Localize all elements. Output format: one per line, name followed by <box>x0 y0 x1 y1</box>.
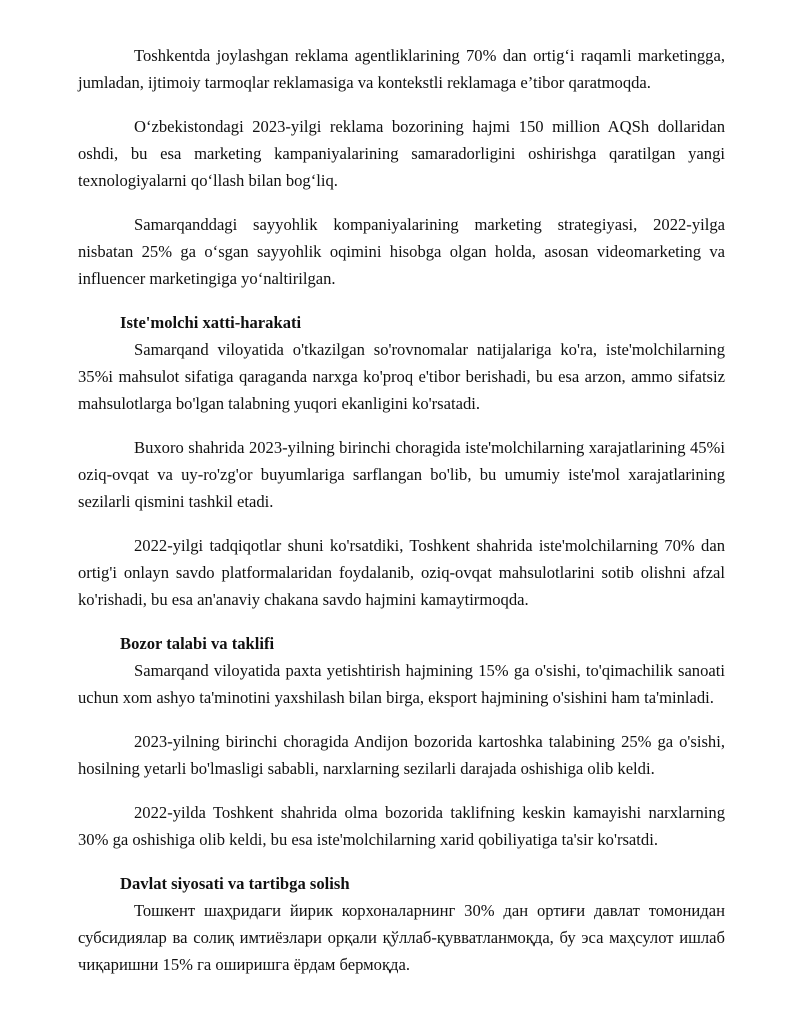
paragraph: O‘zbekistondagi 2023-yilgi reklama bozorining hajmi 150 million AQSh dollaridan oshdi, bu esa marketing kampaniyalarining samaradorligini oshirishga qaratilgan yangi texnologiyalarni qo‘llash bilan bog‘liq. <box>78 117 725 190</box>
paragraph: Samarqand viloyatida o'tkazilgan so'rovnomalar natijalariga ko'ra, iste'molchilarning 35%i mahsulot sifatiga qaraganda narxga ko'proq e'tibor berishadi, bu esa arzon, ammo sifatsiz mahsulotlarga bo'lgan talabning yuqori ekanligini ko'rsatadi. <box>78 340 725 413</box>
paragraph: Тошкент шаҳридаги йирик корхоналарнинг 30% дан ортиғи давлат томонидан субсидиялар ва солиқ имтиёзлари орқали қўллаб-қувватланмоқда, бу эса маҳсулот ишлаб чиқаришни 15% га оширишга ёрдам бермоқда. <box>78 901 725 974</box>
paragraph: Toshkentda joylashgan reklama agentliklarining 70% dan ortig‘i raqamli marketingga, jumladan, ijtimoiy tarmoqlar reklamasiga va kontekstli reklamaga e’tibor qaratmoqda. <box>78 46 725 92</box>
section-heading-consumer: Iste'molchi xatti-harakati <box>120 313 302 332</box>
paragraph: 2022-yilgi tadqiqotlar shuni ko'rsatdiki, Toshkent shahrida iste'molchilarning 70% dan ortig'i onlayn savdo platformalaridan foydalanib, oziq-ovqat mahsulotlarini sotib olishni afzal ko'rishadi, bu esa an'anaviy chakana savdo hajmini kamaytirmoqda. <box>78 536 725 609</box>
paragraph: 2022-yilda Toshkent shahrida olma bozorida taklifning keskin kamayishi narxlarning 30% ga oshishiga olib keldi, bu esa iste'molchilarning xarid qobiliyatiga ta'sir ko'rsatdi. <box>78 803 725 849</box>
document-page <box>78 42 725 978</box>
section-heading-policy: Davlat siyosati va tartibga solish <box>120 874 350 893</box>
paragraph: 2023-yilning birinchi choragida Andijon bozorida kartoshka talabining 25% ga o'sishi, hosilning yetarli bo'lmasligi sababli, narxlarning sezilarli darajada oshishiga olib keldi. <box>78 732 725 778</box>
paragraph: Buxoro shahrida 2023-yilning birinchi choragida iste'molchilarning xarajatlarining 45%i oziq-ovqat va uy-ro'zg'or buyumlariga sarflangan bo'lib, bu umumiy iste'mol xarajatlarining sezilarli qismini tashkil etadi. <box>78 438 725 511</box>
section-heading-market: Bozor talabi va taklifi <box>120 634 275 653</box>
paragraph: Samarqanddagi sayyohlik kompaniyalarining marketing strategiyasi, 2022-yilga nisbatan 25% ga o‘sgan sayyohlik oqimini hisobga olgan holda, asosan videomarketing va influencer marketingiga yo‘naltirilgan. <box>78 215 725 288</box>
paragraph: Samarqand viloyatida paxta yetishtirish hajmining 15% ga o'sishi, to'qimachilik sanoati uchun xom ashyo ta'minotini yaxshilash bilan birga, eksport hajmining o'sishini ham ta'minladi. <box>78 661 725 707</box>
